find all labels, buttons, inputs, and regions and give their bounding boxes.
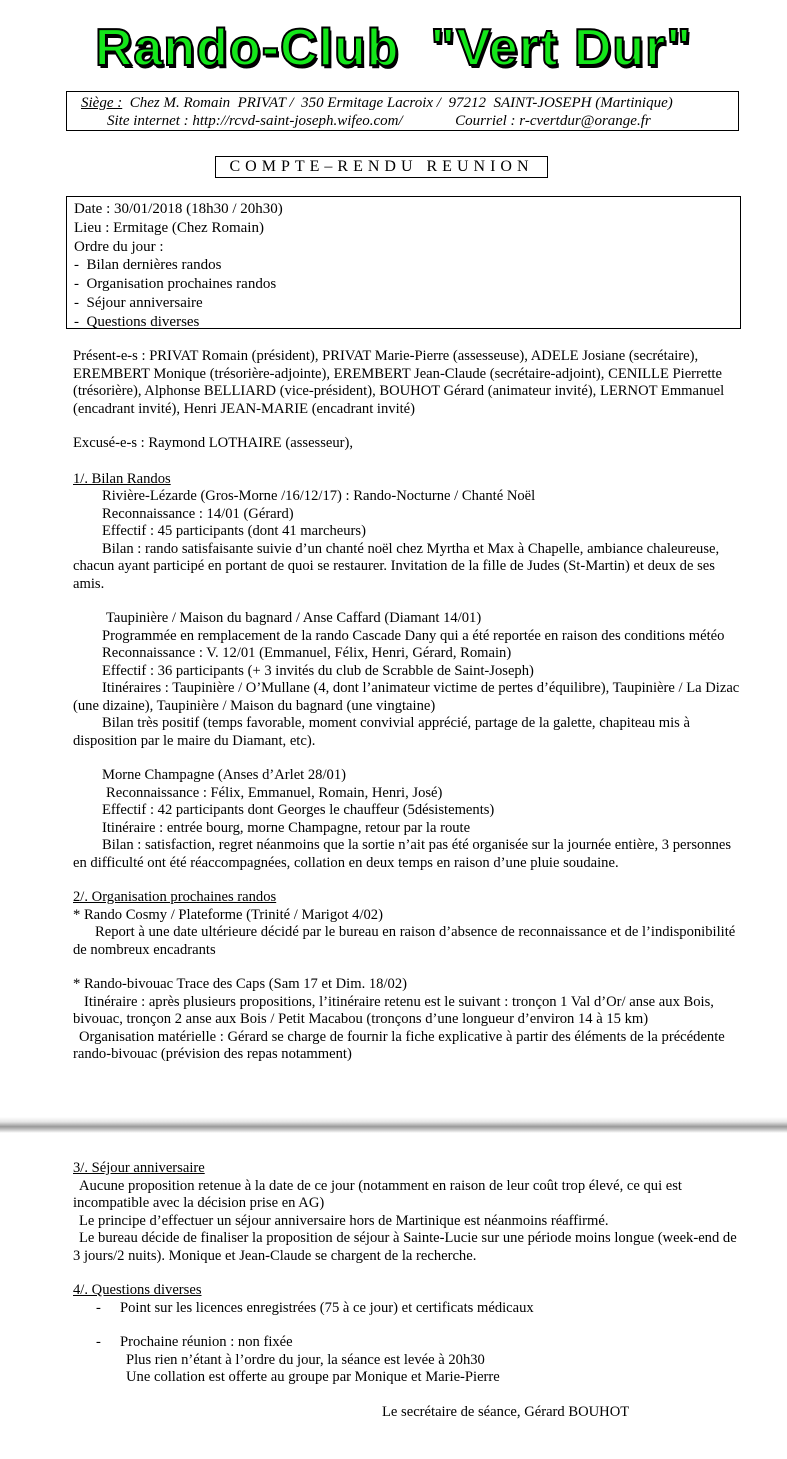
excuses-text: Excusé-e-s : Raymond LOTHAIRE (assesseur), — [73, 435, 354, 451]
rando2-reco: Reconnaissance : V. 12/01 (Emmanuel, Félix, Henri, Gérard, Romain) — [102, 645, 512, 661]
closing2: Une collation est offerte au groupe par Monique et Marie-Pierre — [126, 1369, 500, 1385]
rando1-reco: Reconnaissance : 14/01 (Gérard) — [102, 505, 294, 522]
agenda-ordre: Ordre du jour : — [74, 238, 164, 255]
section2-heading: 2/. Organisation prochaines randos — [73, 889, 277, 905]
section3-heading: 3/. Séjour anniversaire — [73, 1160, 205, 1176]
doc-title: COMPTE–RENDU REUNION — [215, 156, 548, 178]
rando2-bilan: Bilan très positif (temps favorable, moment convivial apprécié, partage de la galette, chapiteau mis à disposition par le maire du Diamant, etc). — [73, 715, 690, 749]
page-separator — [0, 1117, 787, 1133]
page2-body — [73, 1160, 743, 1421]
siege-box — [66, 91, 739, 131]
cosmy-text: Report à une date ultérieure décidé par le bureau en raison d’absence de reconnaissance et de l’indisponibilité de nombreux encadrants — [73, 924, 736, 958]
agenda-date: Date : 30/01/2018 (18h30 / 20h30) — [74, 201, 283, 217]
agenda-item: - Organisation prochaines randos — [74, 276, 277, 293]
siege-address: Chez M. Romain PRIVAT / 350 Ermitage Lacroix / 97212 SAINT-JOSEPH (Martinique) — [122, 95, 673, 111]
site-line: Site internet : http://rcvd-saint-joseph.wifeo.com/ Courriel : r-cvertdur@orange.fr — [107, 113, 651, 129]
bivouac-itin: Itinéraire : après plusieurs propositions, l’itinéraire retenu est le suivant : tronçon 1 Val d’Or/ anse aux Bois, bivouac, tronçon 2 anse aux Bois / Petit Macabou (tronçons d’une longueur d’environ 14 à 15 km) — [73, 993, 714, 1027]
rando2-prog: Programmée en remplacement de la rando Cascade Dany qui a été reportée en raison des conditions météo — [102, 627, 725, 644]
rando2-effectif: Effectif : 36 participants (+ 3 invités du club de Scrabble de Saint-Joseph) — [102, 662, 534, 679]
rando1-title: Rivière-Lézarde (Gros-Morne /16/12/17) : Rando-Nocturne / Chanté Noël — [102, 488, 536, 504]
rando3-bilan: Bilan : satisfaction, regret néanmoins que la sortie n’ait pas été organisée sur la journée entière, 3 personnes en difficulté ont été réaccompagnées, collation en deux temps en raison d’une pluie soudaine. — [73, 837, 732, 871]
section1-heading: 1/. Bilan Randos — [73, 470, 171, 487]
rando1-effectif: Effectif : 45 participants (dont 41 marcheurs) — [102, 523, 366, 539]
section3-p3: Le bureau décide de finaliser la proposition de séjour à Sainte-Lucie sur une période moins longue (week-end de 3 jours/2 nuits). Monique et Jean-Claude se chargent de la recherche. — [73, 1230, 737, 1264]
bivouac-title: * Rando-bivouac Trace des Caps (Sam 17 et Dim. 18/02) — [73, 976, 407, 992]
bivouac-orga: Organisation matérielle : Gérard se charge de fournir la fiche explicative à partir des éléments de la précédente rando-bivouac (prévision des repas notamment) — [73, 1028, 725, 1062]
section3-p2: Le principe d’effectuer un séjour anniversaire hors de Martinique est néanmoins réaffirmé. — [79, 1212, 609, 1229]
list-item: - Prochaine réunion : non fixée — [96, 1334, 293, 1350]
agenda-item: - Bilan dernières randos — [74, 257, 222, 274]
rando3-title: Morne Champagne (Anses d’Arlet 28/01) — [102, 767, 346, 783]
rando2-itin: Itinéraires : Taupinière / O’Mullane (4, dont l’animateur victime de pertes d’équilibre), Taupinière / La Dizac (une dizaine), Taupinière / Maison du bagnard (une vingtaine) — [73, 680, 740, 714]
agenda-item: - Séjour anniversaire — [74, 294, 203, 311]
rando3-itin: Itinéraire : entrée bourg, morne Champagne, retour par la route — [102, 819, 471, 836]
siege-line — [81, 95, 673, 112]
closing1: Plus rien n’étant à l’ordre du jour, la séance est levée à 20h30 — [126, 1351, 485, 1368]
page1-body — [73, 348, 743, 1064]
presents-text: Présent-e-s : PRIVAT Romain (président), PRIVAT Marie-Pierre (assesseuse), ADELE Josiane (secrétaire), EREMBERT Monique (trésorière-adjointe), EREMBERT Jean-Claude (secrétaire-adjoint), CENILLE Pierrette (trésorière), Alphonse BELLIARD (vice-président), BOUHOT Gérard (animateur invité), LERNOT Emmanuel (encadrant invité), Henri JEAN-MARIE (encadrant invité) — [73, 348, 725, 417]
agenda-box — [66, 196, 741, 329]
cosmy-title: * Rando Cosmy / Plateforme (Trinité / Marigot 4/02) — [73, 906, 383, 923]
rando2-title: Taupinière / Maison du bagnard / Anse Caffard (Diamant 14/01) — [106, 610, 482, 626]
section4-item1: Point sur les licences enregistrées (75 à ce jour) et certificats médicaux — [120, 1299, 534, 1316]
rando3-reco: Reconnaissance : Félix, Emmanuel, Romain, Henri, José) — [106, 784, 443, 801]
section4-item2: Prochaine réunion : non fixée — [120, 1334, 293, 1350]
section3-p1: Aucune proposition retenue à la date de ce jour (notamment en raison de leur coût trop élevé, ce qui est incompatible avec la décision prise en AG) — [73, 1177, 682, 1211]
siege-label: Siège : — [81, 95, 123, 111]
club-title: Rando-Club "Vert Dur" — [94, 19, 693, 77]
rando1-bilan: Bilan : rando satisfaisante suivie d’un chanté noël chez Myrtha et Max à Chapelle, ambiance chaleureuse, chacun ayant participé en portant de quoi se restaurer. Invitation de la fille de Judes (St-Martin) et deux de ses amis. — [73, 540, 720, 592]
section4-heading: 4/. Questions diverses — [73, 1282, 202, 1298]
signature: Le secrétaire de séance, Gérard BOUHOT — [382, 1403, 630, 1420]
list-item: - Point sur les licences enregistrées (75 à ce jour) et certificats médicaux — [96, 1299, 534, 1316]
agenda-lieu: Lieu : Ermitage (Chez Romain) — [74, 219, 264, 236]
rando3-effectif: Effectif : 42 participants dont Georges le chauffeur (5désistements) — [102, 802, 495, 818]
agenda-item: - Questions diverses — [74, 313, 200, 330]
